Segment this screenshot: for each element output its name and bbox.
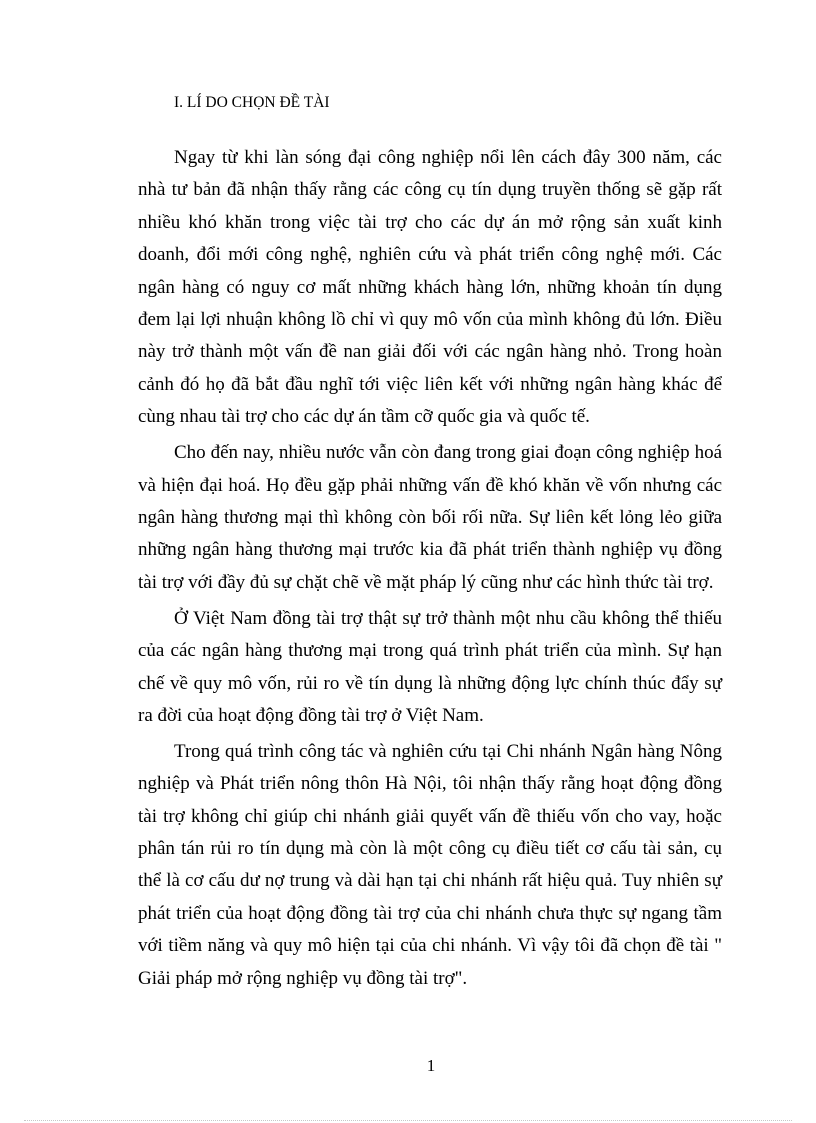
page-number: 1 [426,1056,436,1075]
paragraph-3: Ở Việt Nam đồng tài trợ thật sự trở thành một nhu cầu không thể thiếu của các ngân hàng thương mại trong quá trình phát triển của mình. Sự hạn chế về quy mô vốn, rủi ro về tín dụng là những động lực chính thúc đẩy sự ra đời của hoạt động đồng tài trợ ở Việt Nam. [138,607,722,726]
paragraph-4: Trong quá trình công tác và nghiên cứu tại Chi nhánh Ngân hàng Nông nghiệp và Phát triển nông thôn Hà Nội, tôi nhận thấy rằng hoạt động đồng tài trợ không chỉ giúp chi nhánh giải quyết vấn đề thiếu vốn cho vay, hoặc phân tán rủi ro tín dụng mà còn là một công cụ điều tiết cơ cấu tài sản, cụ thể là cơ cấu dư nợ trung và dài hạn tại chi nhánh rất hiệu quả. Tuy nhiên sự phát triển của hoạt động đồng tài trợ của chi nhánh chưa thực sự ngang tầm với tiềm năng và quy mô hiện tại của chi nhánh. Vì vậy tôi đã chọn đề tài " Giải pháp mở rộng nghiệp vụ đồng tài trợ". [138,740,722,989]
section-heading: I. LÍ DO CHỌN ĐỀ TÀI [174,94,330,111]
paragraph-2: Cho đến nay, nhiều nước vẫn còn đang trong giai đoạn công nghiệp hoá và hiện đại hoá. Họ đều gặp phải những vấn đề khó khăn về vốn nhưng các ngân hàng thương mại thì không còn bối rối nữa. Sự liên kết lỏng lẻo giữa những ngân hàng thương mại trước kia đã phát triển thành nghiệp vụ đồng tài trợ với đầy đủ sự chặt chẽ về mặt pháp lý cũng như các hình thức tài trợ. [138,442,722,593]
page-bottom-divider [24,1120,792,1121]
paragraph-1: Ngay từ khi làn sóng đại công nghiệp nổi lên cách đây 300 năm, các nhà tư bản đã nhận thấy rằng các công cụ tín dụng truyền thống sẽ gặp rất nhiều khó khăn trong việc tài trợ cho các dự án mở rộng sản xuất kinh doanh, đổi mới công nghệ, nghiên cứu và phát triển công nghệ mới. Các ngân hàng có nguy cơ mất những khách hàng lớn, những khoản tín dụng đem lại lợi nhuận không lồ chỉ vì quy mô vốn của mình không đủ lớn. Điều này trở thành một vấn đề nan giải đối với các ngân hàng nhỏ. Trong hoàn cảnh đó họ đã bắt đầu nghĩ tới việc liên kết với những ngân hàng khác để cùng nhau tài trợ cho các dự án tầm cỡ quốc gia và quốc tế. [138,147,722,428]
body-text [138,142,722,999]
